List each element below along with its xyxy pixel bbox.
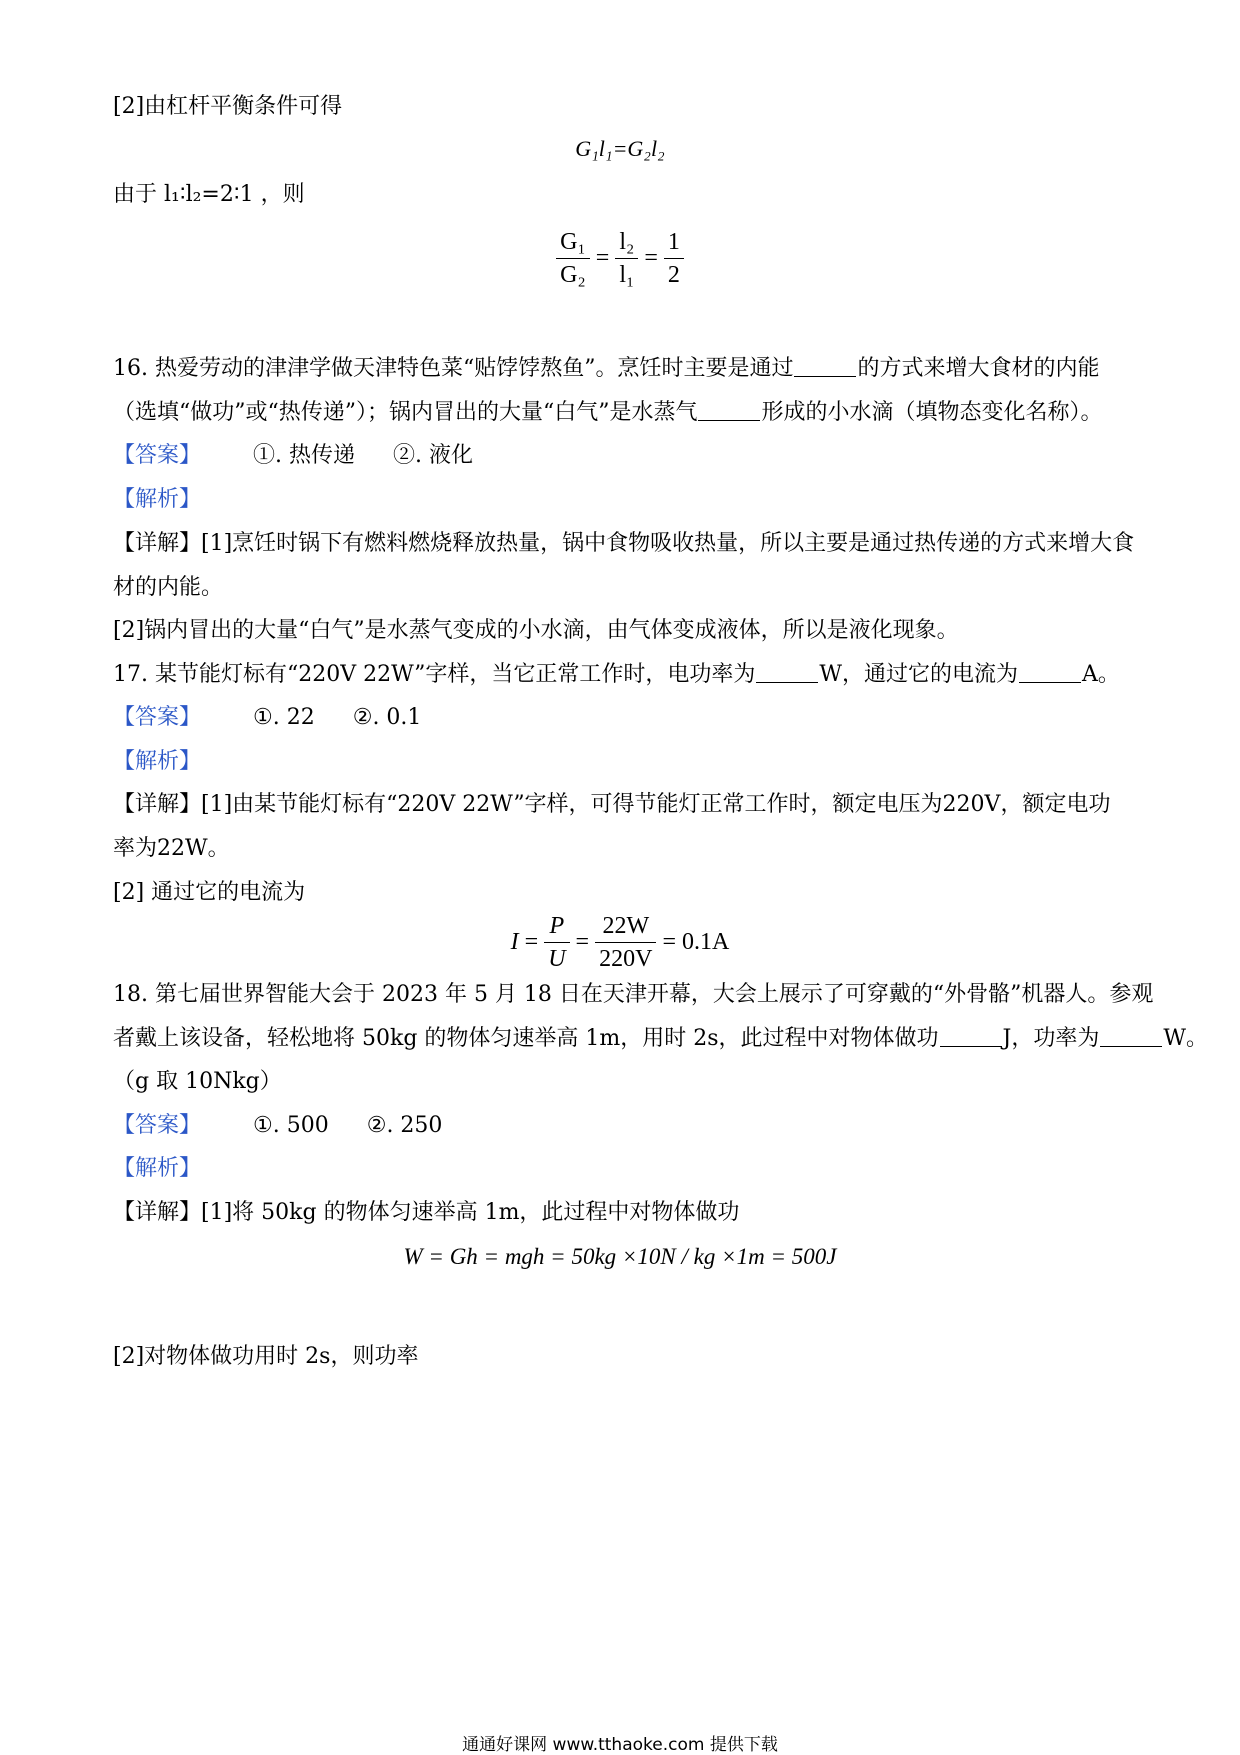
q18-stem-line-1: 18. 第七届世界智能大会于 2023 年 5 月 18 日在天津开幕，大会上展示了可穿戴的“外骨骼”机器人。参观: [113, 982, 1154, 1007]
page-footer: 通通好课网 www.tthaoke.com 提供下载: [462, 1735, 778, 1755]
q18-detail-line-1: 【详解】[1]将 50kg 的物体匀速举高 1m，此过程中对物体做功: [113, 1200, 740, 1225]
q17-answer: 【答案】 ①. 22 ②. 0.1: [113, 705, 422, 730]
q18-analysis-tag: 【解析】: [113, 1156, 202, 1181]
q16-stem-line-1: 16. 热爱劳动的津津学做天津特色菜“贴饽饽熬鱼”。烹饪时主要是通过 的方式来增大食材的内能: [113, 356, 1100, 381]
q17-analysis-tag: 【解析】: [113, 749, 202, 774]
q18-stem-line-3: （g 取 10Nkg）: [113, 1069, 282, 1094]
q16-blank-2: [698, 400, 760, 421]
q17-blank-1: [756, 662, 818, 683]
current-equation: I = $\frac{P}{U}$ = $\frac{22W}{220V}$ = 0.1A: [0, 910, 1240, 975]
intro-line-2: 由于 l₁∶l₂=2∶1 ，则: [113, 182, 305, 207]
q17-blank-2: [1019, 662, 1081, 683]
q16-detail-line-1: 【详解】[1]烹饪时锅下有燃料燃烧释放热量，锅中食物吸收热量，所以主要是通过热传递的方式来增大食: [113, 531, 1135, 556]
q16-blank-1: [794, 356, 856, 377]
q16-analysis-tag: 【解析】: [113, 487, 202, 512]
q16-detail-line-3: [2]锅内冒出的大量“白气”是水蒸气变成的小水滴，由气体变成液体，所以是液化现象。: [113, 618, 959, 643]
q16-stem-line-2: （选填“做功”或“热传递”）；锅内冒出的大量“白气”是水蒸气 形成的小水滴（填物态变化名称）。: [113, 400, 1103, 425]
intro-line-1: [2]由杠杆平衡条件可得: [113, 94, 343, 119]
q16-detail-line-2: 材的内能。: [113, 575, 224, 600]
q17-detail-line-1: 【详解】[1]由某节能灯标有“220V 22W”字样，可得节能灯正常工作时，额定电压为220V，额定电功: [113, 792, 1111, 817]
q18-detail-line-2: [2]对物体做功用时 2s，则功率: [113, 1344, 419, 1369]
q18-blank-1: [940, 1026, 1002, 1047]
q18-stem-line-2: 者戴上该设备，轻松地将 50kg 的物体匀速举高 1m，用时 2s，此过程中对物体做功 J，功率为 W。: [113, 1026, 1208, 1051]
q17-detail-line-3: [2] 通过它的电流为: [113, 880, 306, 905]
q18-answer: 【答案】 ①. 500 ②. 250: [113, 1113, 443, 1138]
ratio-equation: $\frac{\text{G₁}}{\text{G₂}}$ = $\frac{\text{l₂}}{\text{l₁}}$ = $\frac{1}{2}$: [0, 226, 1240, 291]
work-equation: W = Gh = mgh = 50kg ×10N / kg ×1m = 500J: [403, 1244, 837, 1269]
q17-detail-line-2: 率为22W。: [113, 836, 230, 861]
lever-equation: G₁l₁=G₂l₂: [575, 136, 665, 161]
q17-stem: 17. 某节能灯标有“220V 22W”字样，当它正常工作时，电功率为 W，通过它的电流为 A。: [113, 662, 1120, 687]
q16-answer: 【答案】 ①. 热传递 ②. 液化: [113, 443, 474, 468]
q18-blank-2: [1100, 1026, 1162, 1047]
